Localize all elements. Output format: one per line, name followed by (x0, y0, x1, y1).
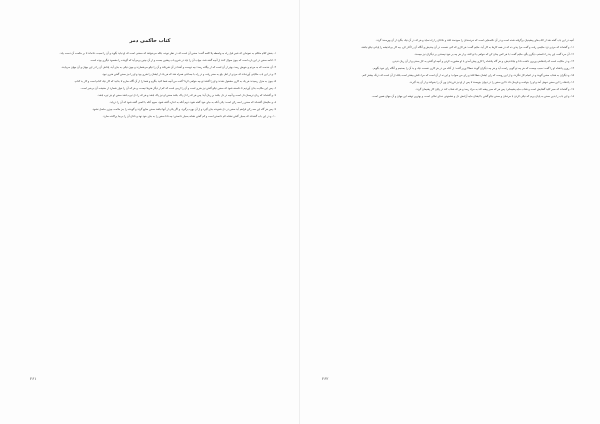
page-gutter (299, 0, 300, 424)
paragraph: ۱۳- و در حکایت است که پادشاهی وزیری داشت دانا و نیک‌اندیش، و هر گاه پادشاه را کاری پیش آمدی با او مشورت کردی و آنچه او گفتی به کار بستی و از آن زیان ندیدی. (391, 60, 574, 63)
paragraph: ۱۴- روزی پادشاه او را گفت: سبب چیست که هر چه تو گویی راست آید و هر چه دیگران گویند خطا؟ وزیر گفت: از آنکه من در هر کاری نخست نیک و بد آن را بسنجم و آنگاه رای خود بگویم. (372, 67, 574, 70)
paragraph: ۱۶- پادشاه را این سخن خوش آمد و او را بنواخت و فرمان داد تا این سخن را در دیوان بنویسند تا پس از او نیز فرزندان وی آن را بخوانند و از آن پند گیرند. (409, 81, 574, 84)
right-page-number: ۲۶۲ (322, 376, 329, 381)
paragraph: ۱۰- و در این باب گفته‌اند که بسیار گفتن نشانه کم دانستن است و کم گفتن نشانه بسیار دانستن؛ چه دانا سخن را به جای خود نهد و نادان آن را بی‌جا پراکنده سازد. (102, 115, 276, 118)
paragraph: ۷- و گفته‌اند که زبان ترجمان دل است و آنچه در دل باشد بر زبان آید؛ پس هر که را دل پاک باشد سخن او نیز پاک باشد و هر که را دل تیره باشد سخن او نیز تیره باشد. (97, 94, 276, 97)
left-page (24, 38, 276, 378)
chapter-title: کتاب حاکمی دمر (129, 38, 171, 44)
paragraph: ۱۱- و گفته‌اند که مردی نزد حکیمی رفت و گفت مرا پندی ده که در همه کارها به کار آید. حکیم گفت: هر کاری که کنی نخست در آن بیندیش و آنگاه آن را آغاز کن، چه کار بی‌اندیشه را پایانی نیکو نباشد. (360, 46, 574, 49)
paragraph: ۲- ادامه سخن در این باره است که چون سوال کنند از آنچه گفته شد، جواب آن را باید در شرح باب پیشین جست و از آن چنین برمی‌آید که گوینده را مقصود دیگری بوده است. (89, 59, 276, 62)
paragraph: ۱۷- و گفته‌اند که صبر کلید گشایش است و شتاب مایه پشیمانی؛ پس هر که صبر پیشه کند به مراد رسد و هر که شتاب کند در پایان کار پشیمان گردد. (415, 88, 574, 91)
paragraph: ۱- بخش کلام متکلم به نمونه‌ای که شیر فیل راه به واسطه پلا کلمه گفت؛ سخن آن است که در نظر نبوده، بلکه می‌خواهد که سخنی است که او نباید بگوید و آن را نسبت داده‌اند تا بر حکمت آن دست یابد. (59, 52, 276, 55)
paragraph: ۶- پس این حکایت بدان آوردیم تا دانسته شود که سخن نیکو گفتن نیز هنری است و آن را ارجی است که کم از دیگر هنرها نیست، و هر که آن را خوار شمارد از حقیقت آن بی‌خبر است. (80, 87, 276, 90)
paragraph: ۳- آن خدمت که به مردم و خویش رسد، بهتر از آن است که از بیگانه رسد؛ چه دوست و آشنا در آن شریکند و آن را نیکو می‌شمارند و چون نیکی به جای آید، پاداش آن را در این جهان و آن جهان می‌یابند. (61, 66, 276, 69)
paragraph: ۱۵- و دیگران به شتاب سخن گویند و در انجام کار ننگرند، و از این روست که رای ایشان خطا افتد و رای من صواب؛ و این نه از آن است که مرا دانش بیشتر است بلکه از آن است که درنگ بیشتر کنم. (361, 74, 574, 77)
paragraph: ۵- چون به منزل رسیدند هر یک به کاری مشغول شدند و او را گفتند تو چه خواهی کرد؟ گفت من آنچه شما کنید بنگرم و شما را از آن آگاه سازم تا بدانید که کار نیک کدام است و کار بد کدام. (74, 80, 276, 83)
right-page (322, 38, 574, 378)
left-page-number: ۲۶۱ (30, 376, 37, 381)
paragraph: ۴- و در این باب حکایتی آورده‌اند که مردی از اهل بلخ به سفر رفت و در راه با جماعتی همراه شد که هر یک از ایشان را هنری بود و او را جز سخن گفتن هنری نبود. (101, 73, 276, 76)
paragraph: ۱۸- و این باب را بدین سخن به پایان بریم که نیکی کردن با مردمان و سخن نیکو گفتن با ایشان مایه آرامش دل و خشنودی خدای تعالی است، و بهترین توشه این جهان و آن جهان همین است. (371, 95, 574, 98)
paragraph: ۹- پس هر گاه این سه رکن فراهم آید سخن در دل شنونده جای گیرد و از آن بهره برگیرد، و اگر یکی از آنها نباشد سخن ضایع گردد و گوینده را جز ملامت چیزی حاصل نشود. (92, 108, 276, 111)
paragraph: آنچه در این باب گفته شد از کتاب‌های پیشینیان برگرفته شده است و در آن نکته‌هایی است که خردمندان را سودمند افتد و نادانان را راه نماید و هر که در آن نیک بنگرد از آن بهره‌مند گردد. (375, 39, 574, 42)
paragraph: ۱۲- آن مرد گفت این پند را دانستم، دیگری بگو. حکیم گفت: با هر کس چنان کن که خواهی با تو کنند، و از هر چه بر خود نپسندی بر دیگران نیز مپسند. (414, 53, 574, 56)
paragraph: ۸- و حکیمان گفته‌اند که سخن را سه رکن است: یکی آنکه به جای خود گفته شود، دوم آنکه به اندازه گفته شود، سوم آنکه با کسی گفته شود که آن را دریابد. (109, 101, 276, 104)
